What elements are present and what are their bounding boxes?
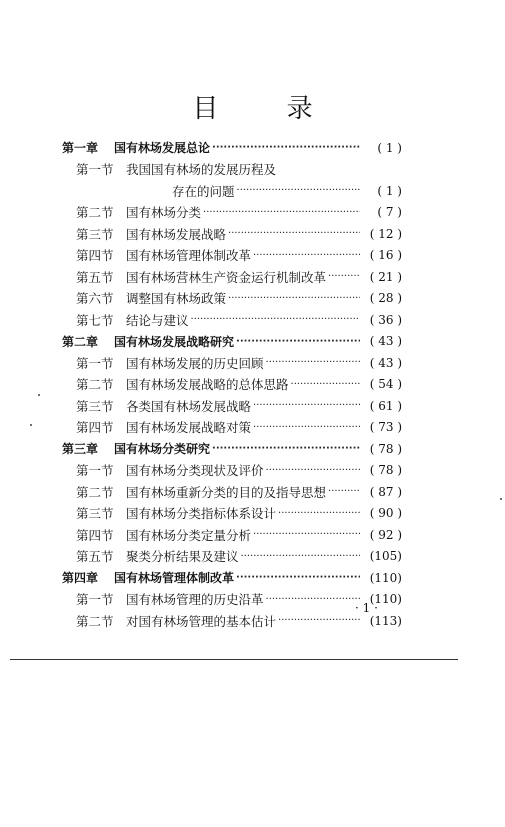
toc-entry-title: 国有林场发展战略对策 <box>126 420 252 436</box>
toc-entry-number: 第一节 <box>76 355 114 371</box>
toc-entry-title: 国有林场分类 <box>126 205 202 221</box>
dot-leader <box>237 185 360 196</box>
toc-entry-title: 国有林场营林生产资金运行机制改革 <box>126 269 327 285</box>
dot-leader <box>228 228 360 239</box>
dot-leader <box>236 336 360 347</box>
toc-section-row <box>62 395 402 417</box>
toc-page-number: ( 28 ) <box>369 291 402 306</box>
dot-leader <box>212 142 360 153</box>
toc-section-row <box>62 374 402 396</box>
toc-entry-number: 第三章 <box>62 442 99 457</box>
toc-entry-title: 国有林场发展战略 <box>126 226 227 242</box>
toc-section-row <box>62 309 402 331</box>
toc-entry-number: 第四节 <box>76 248 114 264</box>
toc-page-number: ( 54 ) <box>369 377 402 392</box>
toc-section-row <box>62 546 402 568</box>
toc-chapter-row <box>62 438 402 460</box>
toc-entry-number: 第五节 <box>76 269 114 285</box>
toc-page-number: (105) <box>369 549 402 564</box>
toc-chapter-row <box>62 567 402 589</box>
dot-leader <box>278 508 360 519</box>
toc-entry-number: 第二节 <box>76 377 114 393</box>
toc-chapter-row <box>62 137 402 159</box>
toc-entry-number: 第三节 <box>76 226 114 242</box>
toc-section-row <box>62 180 402 202</box>
dot-leader <box>328 486 360 497</box>
dot-leader <box>191 314 360 325</box>
scan-speck <box>38 394 40 396</box>
toc-page-number: (110) <box>369 570 402 585</box>
toc-page-number: (113) <box>369 613 402 628</box>
dot-leader <box>253 529 360 540</box>
toc-section-row <box>62 589 402 611</box>
toc-section-row <box>62 524 402 546</box>
dot-leader <box>278 615 360 626</box>
toc-page-number: ( 61 ) <box>369 398 402 413</box>
scan-speck <box>500 498 502 500</box>
toc-page-number: ( 43 ) <box>369 334 402 349</box>
dot-leader <box>241 551 360 562</box>
toc-entry-title: 国有林场发展总论 <box>114 141 211 156</box>
dot-leader <box>253 250 360 261</box>
page-number: · 1 · <box>355 601 378 615</box>
toc-entry-title: 国有林场分类现状及评价 <box>126 463 264 479</box>
toc-entry-number: 第六节 <box>76 291 114 307</box>
dot-leader <box>328 271 360 282</box>
toc-section-row <box>62 159 402 181</box>
toc-page-number: ( 16 ) <box>369 248 402 263</box>
dot-leader <box>291 379 360 390</box>
page-title: 目 录 <box>192 94 343 124</box>
toc-entry-number: 第五节 <box>76 549 114 565</box>
toc-entry-number: 第三节 <box>76 506 114 522</box>
dot-leader <box>253 422 360 433</box>
toc-page-number: ( 92 ) <box>369 527 402 542</box>
toc-entry-title: 存在的问题 <box>172 183 235 199</box>
toc-page-number: ( 78 ) <box>369 441 402 456</box>
toc-entry-title: 国有林场管理的历史沿革 <box>126 592 264 608</box>
toc-entry-title: 国有林场分类定量分析 <box>126 527 252 543</box>
dot-leader <box>212 443 360 454</box>
toc-section-row <box>62 202 402 224</box>
toc-section-row <box>62 288 402 310</box>
toc-entry-number: 第三节 <box>76 398 114 414</box>
toc-section-row <box>62 266 402 288</box>
table-of-contents <box>62 137 402 632</box>
toc-chapter-row <box>62 331 402 353</box>
toc-entry-title: 调整国有林场政策 <box>126 291 227 307</box>
toc-page-number: ( 43 ) <box>369 355 402 370</box>
toc-entry-title: 结论与建议 <box>126 312 189 328</box>
toc-entry-title: 聚类分析结果及建议 <box>126 549 239 565</box>
toc-section-row <box>62 503 402 525</box>
toc-entry-number: 第二章 <box>62 334 99 349</box>
dot-leader <box>203 207 360 218</box>
toc-entry-number: 第七节 <box>76 312 114 328</box>
dot-leader <box>253 400 360 411</box>
toc-page-number: ( 78 ) <box>369 463 402 478</box>
toc-entry-number: 第四章 <box>62 571 99 586</box>
toc-section-row <box>62 460 402 482</box>
toc-section-row <box>62 417 402 439</box>
dot-leader <box>266 465 360 476</box>
scan-speck <box>30 424 32 426</box>
toc-entry-number: 第一节 <box>76 592 114 608</box>
toc-entry-number: 第二节 <box>76 613 114 629</box>
toc-page-number: (110) <box>369 592 402 607</box>
toc-entry-title: 对国有林场管理的基本估计 <box>126 613 277 629</box>
toc-entry-number: 第二节 <box>76 484 114 500</box>
toc-entry-title: 国有林场发展战略的总体思路 <box>126 377 289 393</box>
dot-leader <box>236 572 360 583</box>
toc-page-number: ( 90 ) <box>369 506 402 521</box>
dot-leader <box>266 594 360 605</box>
toc-entry-title: 国有林场分类研究 <box>114 442 211 457</box>
dot-leader <box>266 357 360 368</box>
toc-page-number: ( 87 ) <box>369 484 402 499</box>
toc-entry-title: 我国国有林场的发展历程及 <box>126 162 277 178</box>
toc-section-row <box>62 223 402 245</box>
toc-entry-title: 国有林场管理体制改革 <box>114 571 235 586</box>
dot-leader <box>228 293 360 304</box>
toc-entry-title: 各类国有林场发展战略 <box>126 398 252 414</box>
toc-section-row <box>62 481 402 503</box>
toc-entry-number: 第二节 <box>76 205 114 221</box>
toc-page-number: ( 1 ) <box>377 140 402 155</box>
toc-page-number: ( 73 ) <box>369 420 402 435</box>
toc-entry-number: 第四节 <box>76 527 114 543</box>
toc-section-row <box>62 610 402 632</box>
toc-page-number: ( 12 ) <box>369 226 402 241</box>
toc-page-number: ( 36 ) <box>369 312 402 327</box>
toc-page-number: ( 21 ) <box>369 269 402 284</box>
bottom-rule <box>10 659 458 660</box>
toc-entry-title: 国有林场发展战略研究 <box>114 334 235 349</box>
toc-page-number: ( 1 ) <box>377 183 402 198</box>
toc-page-number: ( 7 ) <box>377 205 402 220</box>
toc-section-row <box>62 245 402 267</box>
toc-entry-number: 第一节 <box>76 463 114 479</box>
toc-entry-title: 国有林场管理体制改革 <box>126 248 252 264</box>
toc-entry-number: 第一节 <box>76 162 114 178</box>
toc-entry-number: 第一章 <box>62 141 99 156</box>
toc-section-row <box>62 352 402 374</box>
toc-entry-title: 国有林场重新分类的目的及指导思想 <box>126 484 327 500</box>
toc-entry-number: 第四节 <box>76 420 114 436</box>
toc-entry-title: 国有林场分类指标体系设计 <box>126 506 277 522</box>
toc-entry-title: 国有林场发展的历史回顾 <box>126 355 264 371</box>
